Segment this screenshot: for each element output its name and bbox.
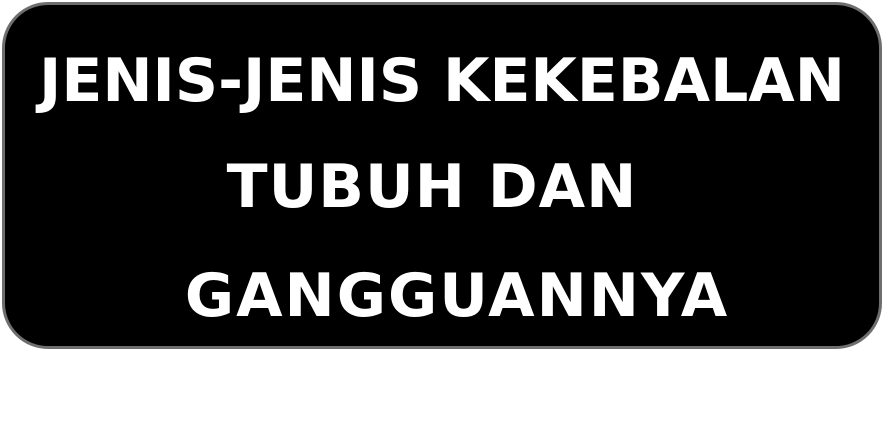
title-line-3: GANGGUANNYA <box>184 261 730 331</box>
title-line-2: TUBUH DAN <box>226 152 638 222</box>
title-banner <box>2 2 882 349</box>
title-line-1: JENIS-JENIS KEKEBALAN <box>39 46 845 116</box>
